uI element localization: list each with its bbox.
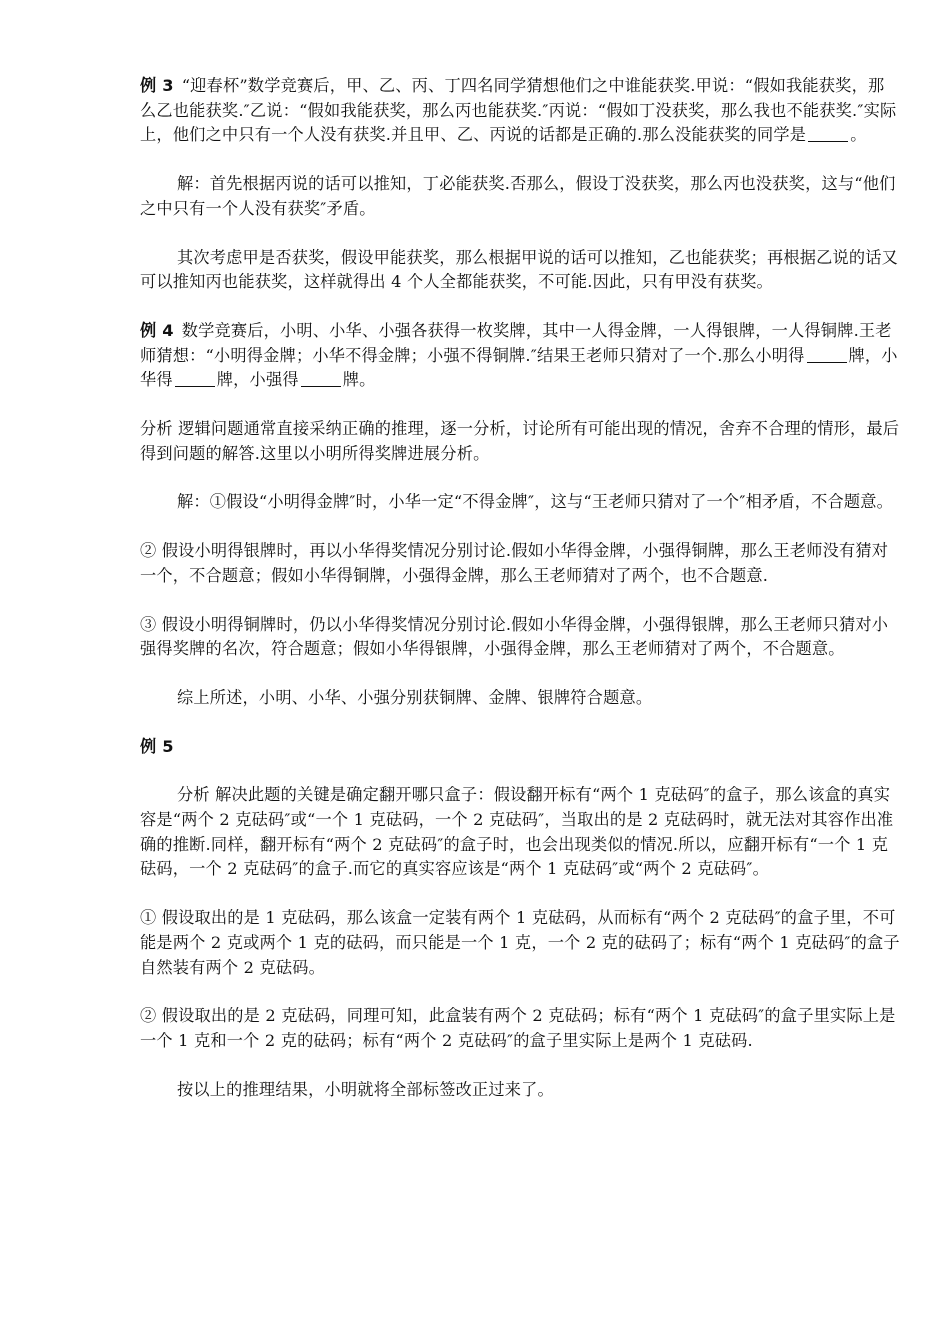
example-5-conclusion: 按以上的推理结果，小明就将全部标签改正过来了。	[177, 1079, 554, 1099]
example-3-solution-1: 解：首先根据丙说的话可以推知，丁必能获奖.否那么，假设丁没获奖，那么丙也没获奖，这与“他们之中只有一个人没有获奖″矛盾。	[140, 174, 896, 218]
answer-blank	[807, 346, 847, 363]
example-4-solution-2: ② 假设小明得银牌时，再以小华得奖情况分别讨论.假如小华得金牌，小强得铜牌，那么王老师没有猜对一个，不合题意；假如小华得铜牌，小强得金牌，那么王老师猜对了两个，也不合题意.	[140, 541, 889, 585]
example-4-question-part-2: 牌，小华得	[140, 345, 898, 390]
example-4-solution-3: ③ 假设小明得铜牌时，仍以小华得奖情况分别讨论.假如小华得金牌，小强得银牌，那么王老师只猜对小强得奖牌的名次，符合题意；假如小华得银牌，小强得金牌，那么王老师猜对了两个，不合题意。	[140, 614, 889, 659]
example-3-question	[140, 74, 900, 148]
example-4-question-end: 牌。	[342, 370, 376, 390]
document-page	[140, 74, 900, 1126]
example-4-question	[140, 319, 900, 393]
example-4-solution-1: 解：①假设“小明得金牌″时，小华一定“不得金牌″，这与“王老师只猜对了一个″相矛盾，不合题意。	[177, 492, 894, 512]
example-5-heading	[140, 735, 900, 760]
answer-blank	[175, 370, 215, 387]
example-4-conclusion: 综上所述，小明、小华、小强分别获铜牌、金牌、银牌符合题意。	[177, 687, 653, 707]
example-3-question-end: 。	[850, 125, 867, 145]
example-5-solution-2: ② 假设取出的是 2 克砝码，同理可知，此盒装有两个 2 克砝码；标有“两个 1 克砝码″的盒子里实际上是一个 1 克和一个 2 克的砝码；标有“两个 2 克砝码″的盒子里实际上是两个 1 克砝码.	[140, 1006, 896, 1050]
example-4-question-part-3: 牌，小强得	[216, 370, 299, 390]
example-4-label: 例 4	[140, 320, 174, 340]
example-5-solution-1: ① 假设取出的是 1 克砝码，那么该盒一定装有两个 1 克砝码，从而标有“两个 2 克砝码″的盒子里，不可能是两个 2 克或两个 1 克的砝码，而只能是一个 1 克，一个 2 克的砝码了；标有“两个 1 克砝码″的盒子自然装有两个 2 克砝码。	[140, 908, 900, 977]
example-3-question-text: “迎春杯”数学竞赛后，甲、乙、丙、丁四名同学猜想他们之中谁能获奖.甲说：“假如我能获奖，那么乙也能获奖.″乙说：“假如我能获奖，那么丙也能获奖.″丙说：“假如丁没获奖，那么我也不能获奖.″实际上，他们之中只有一个人没有获奖.并且甲、乙、丙说的话都是正确的.那么没能获奖的同学是	[140, 76, 897, 145]
example-4-analysis: 分析 逻辑问题通常直接采纳正确的推理，逐一分析，讨论所有可能出现的情况，舍弃不合理的情形，最后得到问题的解答.这里以小明所得奖牌进展分析。	[140, 419, 900, 463]
answer-blank	[808, 125, 848, 142]
example-4-question-text: 数学竞赛后，小明、小华、小强各获得一枚奖牌，其中一人得金牌，一人得银牌，一人得铜牌.王老师猜想：“小明得金牌；小华不得金牌；小强不得铜牌.″结果王老师只猜对了一个.那么小明得	[140, 320, 892, 365]
example-3-label: 例 3	[140, 76, 174, 95]
example-3-solution-2: 其次考虑甲是否获奖，假设甲能获奖，那么根据甲说的话可以推知，乙也能获奖；再根据乙说的话又可以推知丙也能获奖，这样就得出 4 个人全都能获奖，不可能.因此，只有甲没有获奖。	[140, 247, 899, 292]
answer-blank	[301, 370, 341, 387]
example-5-label: 例 5	[140, 736, 174, 756]
example-5-analysis: 分析 解决此题的关键是确定翻开哪只盒子：假设翻开标有“两个 1 克砝码″的盒子，那么该盒的真实容是“两个 2 克砝码″或“一个 1 克砝码，一个 2 克砝码″，当取出的是 2 克砝码时，就无法对其容作出准确的推断.同样，翻开标有“两个 2 克砝码″的盒子时，也会出现类似的情况.所以，应翻开标有“一个 1 克砝码，一个 2 克砝码″的盒子.而它的真实容应该是“两个 1 克砝码″或“两个 2 克砝码″。	[140, 785, 894, 879]
